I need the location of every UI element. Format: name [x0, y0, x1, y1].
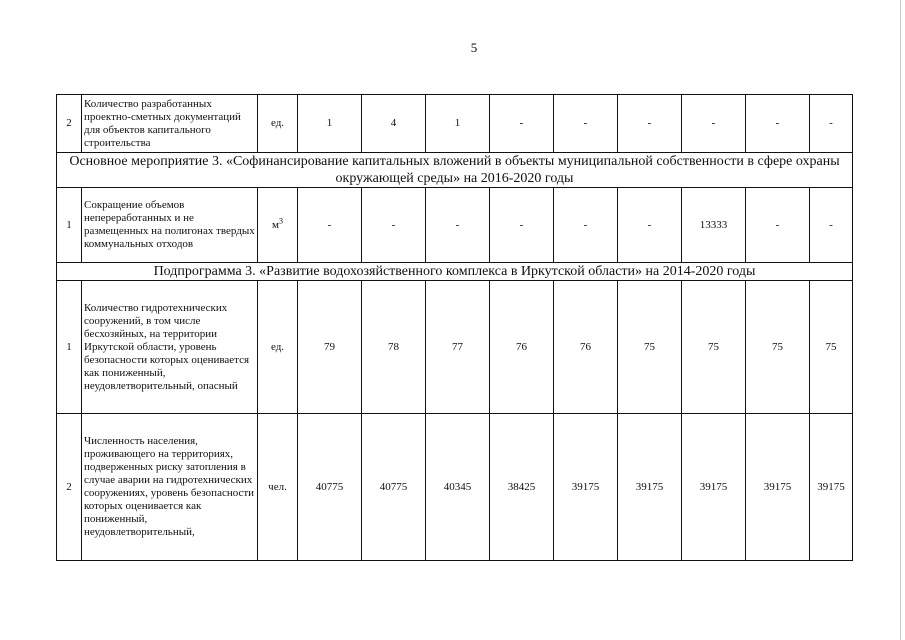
- value-cell: -: [810, 95, 853, 153]
- table-row: [57, 188, 853, 263]
- value-cell: 40345: [426, 414, 490, 561]
- value-cell: -: [554, 188, 618, 263]
- value-cell: -: [490, 95, 554, 153]
- indicator-name: Количество разработанных проектно-сметных документаций для объектов капитального строительства: [82, 95, 258, 153]
- indicator-name: Количество гидротехнических сооружений, в том числе бесхозяйных, на территории Иркутской области, уровень безопасности которых оценивается как пониженный, неудовлетворительный, опасный: [82, 281, 258, 414]
- value-cell: -: [618, 188, 682, 263]
- value-cell: 39175: [746, 414, 810, 561]
- value-cell: 76: [554, 281, 618, 414]
- value-cell: -: [490, 188, 554, 263]
- unit-label: м: [272, 218, 279, 231]
- value-cell: -: [746, 188, 810, 263]
- value-cell: 78: [362, 281, 426, 414]
- section-title: Подпрограмма 3. «Развитие водохозяйственного комплекса в Иркутской области» на 2014-2020 годы: [57, 263, 853, 281]
- unit-label: ед.: [270, 117, 285, 129]
- table-row: [57, 95, 853, 153]
- value-cell: -: [810, 188, 853, 263]
- value-cell: 77: [426, 281, 490, 414]
- section-header-row: [57, 263, 853, 281]
- unit-cell: [258, 188, 298, 263]
- value-cell: 13333: [682, 188, 746, 263]
- value-cell: 1: [298, 95, 362, 153]
- value-cell: 79: [298, 281, 362, 414]
- unit-superscript: 3: [278, 215, 283, 225]
- page-number: 5: [470, 40, 478, 55]
- unit-cell: [258, 281, 298, 414]
- value-cell: -: [554, 95, 618, 153]
- value-cell: -: [362, 188, 426, 263]
- section-header-row: [57, 153, 853, 188]
- row-number: 1: [57, 188, 82, 263]
- unit-label: чел.: [268, 480, 287, 493]
- section-title: Основное мероприятие 3. «Софинансирование капитальных вложений в объекты муниципальной собственности в сфере охраны окружающей среды» на 2016-2020 годы: [57, 153, 853, 188]
- value-cell: 75: [810, 281, 853, 414]
- unit-label: ед.: [270, 340, 285, 353]
- value-cell: 1: [426, 95, 490, 153]
- value-cell: 75: [746, 281, 810, 414]
- value-cell: 76: [490, 281, 554, 414]
- indicators-table: [56, 94, 853, 561]
- value-cell: -: [298, 188, 362, 263]
- unit-cell: [258, 414, 298, 561]
- value-cell: 40775: [362, 414, 426, 561]
- value-cell: -: [618, 95, 682, 153]
- indicator-name: Сокращение объемов непереработанных и не размещенных на полигонах твердых коммунальных отходов: [82, 188, 258, 263]
- value-cell: 39175: [682, 414, 746, 561]
- table-row: [57, 281, 853, 414]
- value-cell: 39175: [618, 414, 682, 561]
- value-cell: 40775: [298, 414, 362, 561]
- table-row: [57, 414, 853, 561]
- value-cell: 39175: [810, 414, 853, 561]
- value-cell: -: [426, 188, 490, 263]
- value-cell: -: [746, 95, 810, 153]
- value-cell: -: [682, 95, 746, 153]
- page-edge: [900, 0, 901, 640]
- value-cell: 4: [362, 95, 426, 153]
- row-number: 1: [57, 281, 82, 414]
- indicator-name: Численность населения, проживающего на территориях, подверженных риску затопления в случае аварии на гидротехнических сооружениях, уровень безопасности которых оценивается как пониженный, неудовлетворительный,: [82, 414, 258, 561]
- row-number: 2: [57, 95, 82, 153]
- value-cell: 75: [618, 281, 682, 414]
- unit-cell: [258, 95, 298, 153]
- value-cell: 39175: [554, 414, 618, 561]
- value-cell: 38425: [490, 414, 554, 561]
- row-number: 2: [57, 414, 82, 561]
- value-cell: 75: [682, 281, 746, 414]
